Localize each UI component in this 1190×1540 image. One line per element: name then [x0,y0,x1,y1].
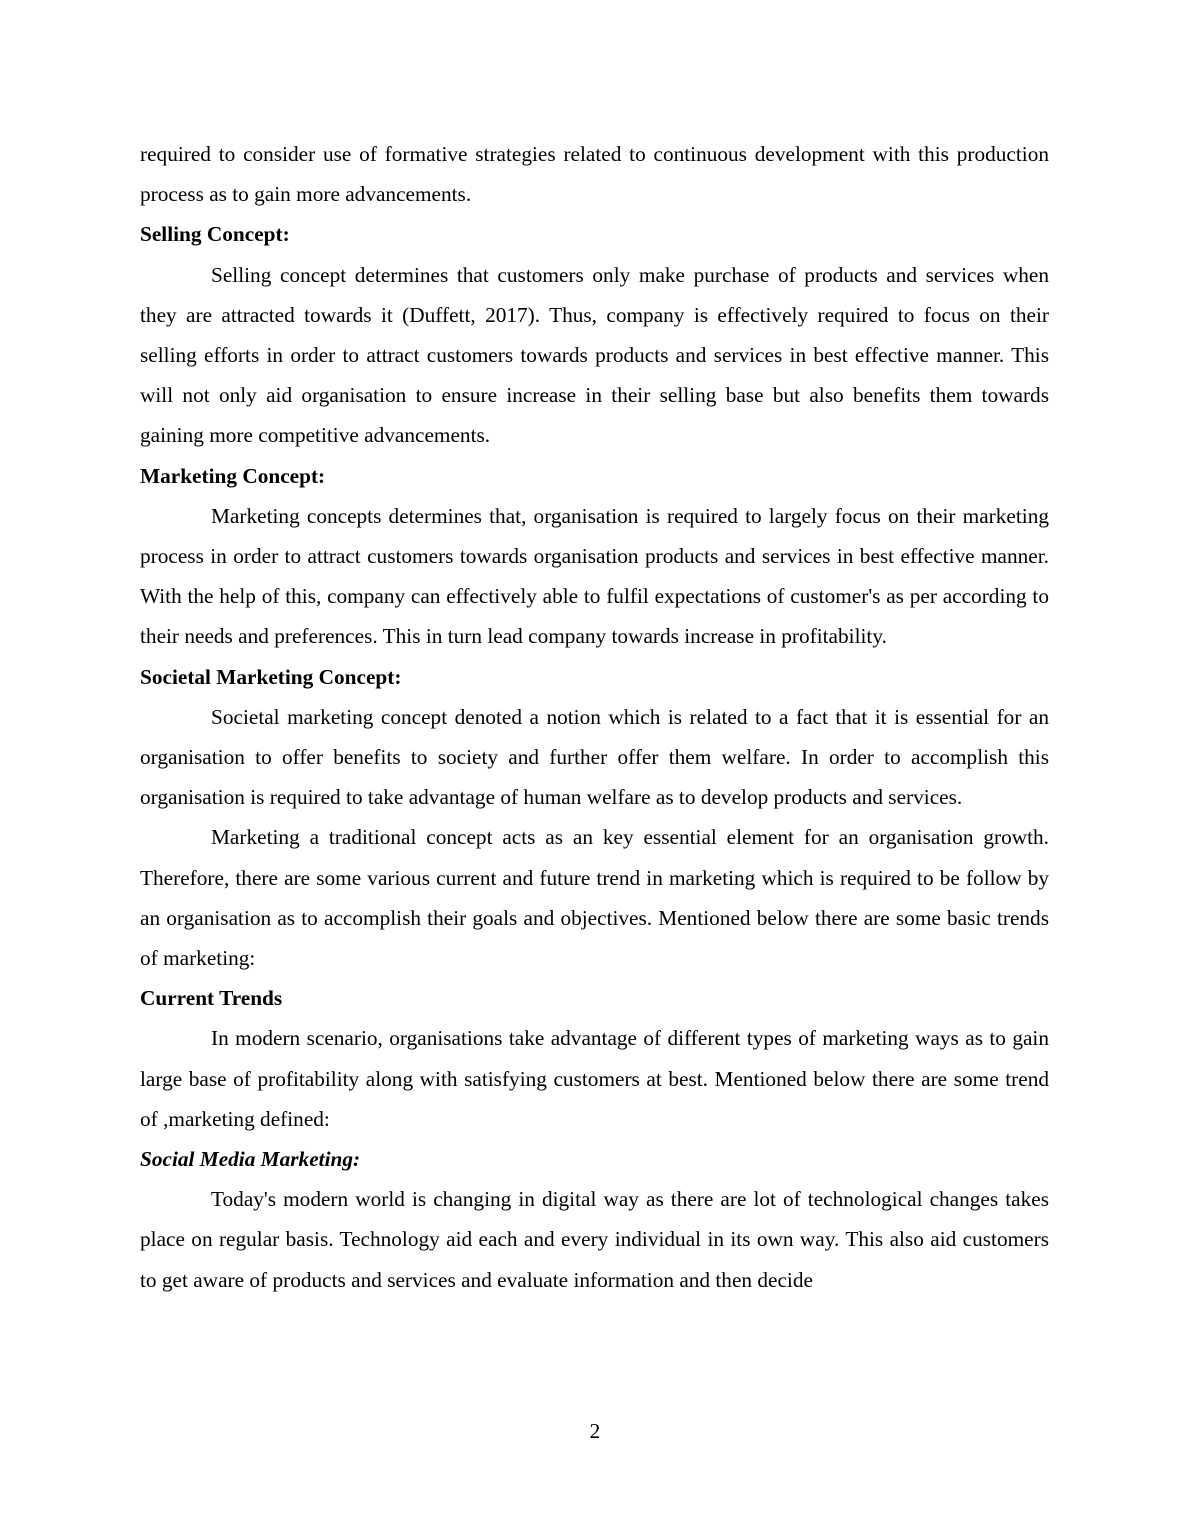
societal-marketing-concept-paragraph: Societal marketing concept denoted a notion which is related to a fact that it is essential for an organisation to offer benefits to society and further offer them welfare. In order to accomplish this organisation is required to take advantage of human welfare as to develop products and services. [140,704,1049,810]
current-trends-paragraph: In modern scenario, organisations take advantage of different types of marketing ways as to gain large base of profitability along with satisfying customers at best. Mentioned below there are some trend of ,marketing defined: [140,1026,1049,1131]
current-trends-heading: Current Trends [140,986,283,1011]
selling-concept-heading: Selling Concept: [140,222,290,247]
societal-marketing-concept-heading: Societal Marketing Concept: [140,664,402,689]
social-media-marketing-heading: Social Media Marketing: [140,1147,361,1172]
selling-concept-paragraph: Selling concept determines that customers only make purchase of products and services when they are attracted towards it (Duffett, 2017). Thus, company is effectively required to focus on their selling efforts in order to attract customers towards products and services in best effective manner. This will not only aid organisation to ensure increase in their selling base but also benefits them towards gaining more competitive advancements. [140,262,1049,448]
marketing-concept-heading: Marketing Concept: [140,463,326,488]
page-number: 2 [589,1419,601,1443]
marketing-concept-paragraph: Marketing concepts determines that, organisation is required to largely focus on their marketing process in order to attract customers towards organisation products and services in best effective manner. With the help of this, company can effectively able to fulfil expectations of customer's as per according to their needs and preferences. This in turn lead company towards increase in profitability. [140,503,1049,649]
trends-intro-paragraph: Marketing a traditional concept acts as an key essential element for an organisation growth. Therefore, there are some various current and future trend in marketing which is required to be follow by an organisation as to accomplish their goals and objectives. Mentioned below there are some basic trends of marketing: [140,825,1049,971]
continuation-paragraph: required to consider use of formative strategies related to continuous development with this production process as to gain more advancements. [140,142,1049,207]
social-media-marketing-paragraph: Today's modern world is changing in digital way as there are lot of technological changes takes place on regular basis. Technology aid each and every individual in its own way. This also aid customers to get aware of products and services and evaluate information and then decide [140,1187,1049,1292]
page-body [140,134,1049,1300]
